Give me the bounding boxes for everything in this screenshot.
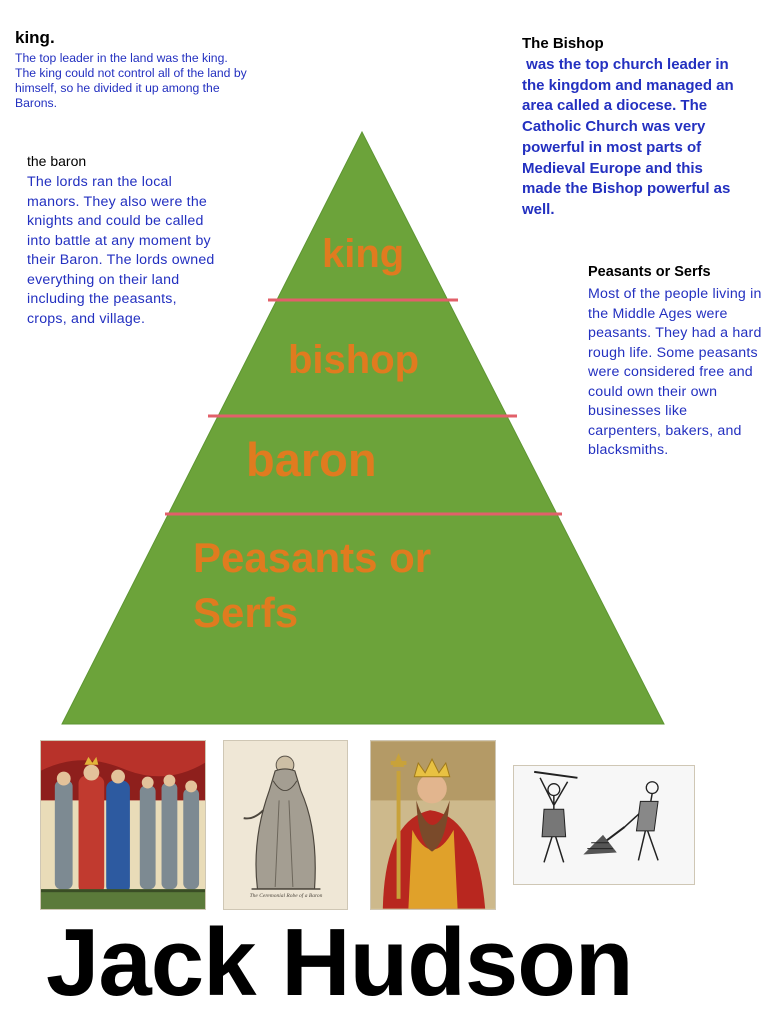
author-name: Jack Hudson	[46, 909, 633, 1016]
bishop-heading: The Bishop	[522, 35, 604, 52]
peasants-description: Most of the people living in the Middle Ages were peasants. They had a hard rough life. Some peasants were considered free and could own their own businesses like carpenters, bakers, and blacksmiths.	[588, 286, 762, 458]
baron-robe-caption: The Ceremonial Robe of a Baron	[249, 893, 323, 899]
baron-heading: the baron	[27, 153, 87, 169]
pyramid-tier-king: king	[322, 232, 405, 276]
king-description: The top leader in the land was the king. The king could not control all of the land by himself, so he divided it up among the Barons.	[15, 51, 247, 110]
pyramid-tier-peasants: Peasants or Serfs	[193, 534, 432, 636]
baron-description: The lords ran the local manors. They also were the knights and could be called into battle at any moment by their Baron. The lords owned everything on their land including the peasants, crops, and village.	[27, 174, 215, 327]
king-portrait-icon	[370, 740, 496, 910]
bishop-description: was the top church leader in the kingdom and managed an area called a diocese. The Catholic Church was very powerful in most parts of Medieval Europe and this made the Bishop powerful as well.	[522, 56, 738, 218]
baron-robe-illustration	[223, 740, 348, 910]
peasants-working-sketch-icon	[513, 765, 695, 885]
pyramid-tier-bishop: bishop	[288, 338, 420, 382]
peasants-heading: Peasants or Serfs	[588, 264, 711, 280]
baron-knights-illustration-icon	[40, 740, 206, 910]
king-heading: king.	[15, 28, 55, 47]
pyramid-tier-baron: baron	[246, 433, 377, 486]
